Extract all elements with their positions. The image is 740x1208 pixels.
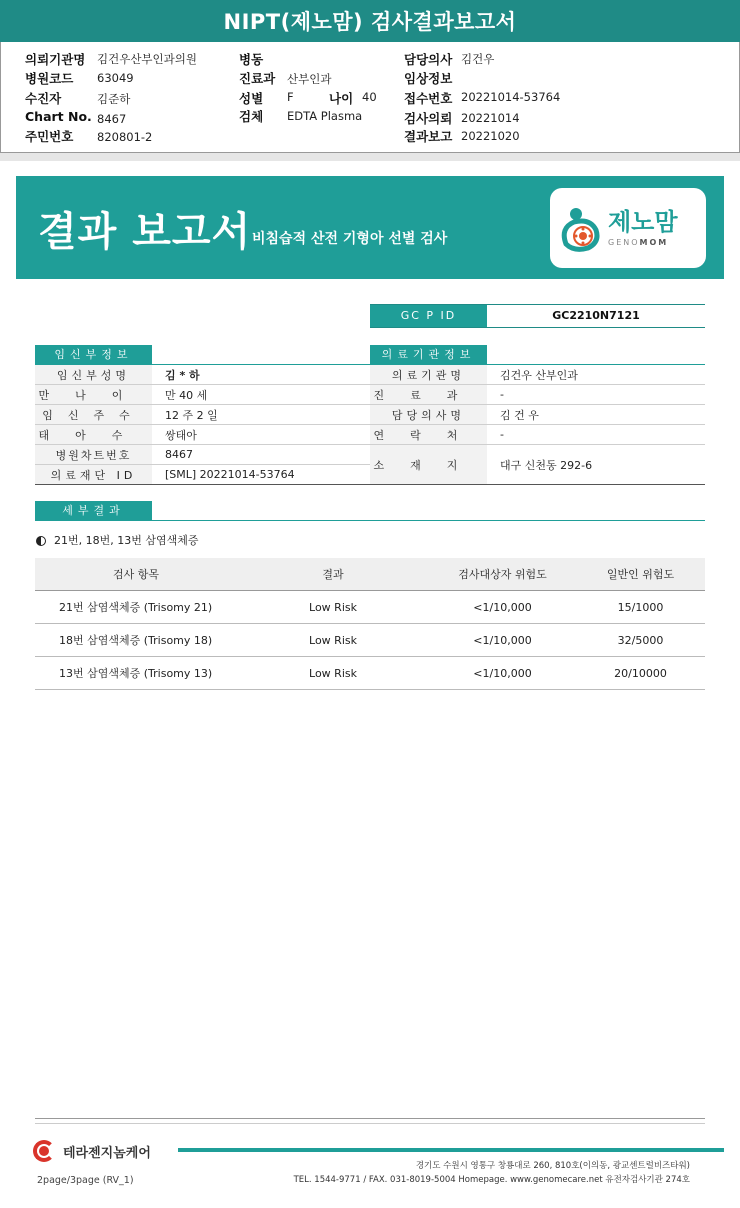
detail-note [36,532,198,548]
institution-info-table [370,365,705,485]
label-department: 진료과 [239,71,276,86]
cell-subject-risk: <1/10,000 [429,624,576,657]
value-result-report: 20221020 [461,129,520,143]
pregnant-info-table [35,365,370,485]
header-general-risk: 일반인 위험도 [576,558,705,591]
table-cell-label: 담당의사명 [370,405,487,425]
table-cell-label: 의료기관명 [370,365,487,385]
table-cell-value: [SML] 20221014-53764 [152,465,370,485]
label-ward: 병동 [239,52,264,67]
report-title: NIPT(제노맘) 검사결과보고서 [223,10,517,34]
value-chart-no: 8467 [97,112,127,126]
label-doctor: 담당의사 [404,52,453,67]
gcp-id-value: GC2210N7121 [552,309,640,322]
table-row [35,591,705,624]
table-row [370,385,705,405]
cell-general-risk: 15/1000 [576,591,705,624]
label-chart-no: Chart No. [25,109,92,124]
table-row [370,365,705,385]
label-age: 나이 [329,91,354,106]
table-cell-label: 태아수 [35,425,152,445]
company-address: 경기도 수원시 영통구 창룡대로 260, 810호(이의동, 광교센트럴비즈타워) [415,1161,690,1171]
table-row [35,445,370,465]
header-result: 결과 [237,558,429,591]
cell-test-item: 21번 삼염색체증 (Trisomy 21) [35,591,237,624]
company-name: 테라젠지놈케어 [63,1146,151,1161]
table-row [370,405,705,425]
value-resident-no: 820801-2 [97,130,153,144]
company-dot-icon [39,1146,49,1156]
table-row [35,405,370,425]
company-contact: TEL. 1544-9771 / FAX. 031-8019-5004 Homepage. www.genomecare.net 유전자검사기관 274호 [293,1175,690,1185]
detail-note-text: 21번, 18번, 13번 삼염색체증 [54,534,199,547]
top-header-bar [0,0,740,42]
cell-test-item: 18번 삼염색체증 (Trisomy 18) [35,624,237,657]
value-institution: 김건우산부인과의원 [97,52,197,66]
table-row [35,657,705,690]
table-cell-value: 쌍태아 [152,425,370,445]
gcp-id-label: GC P ID [370,305,487,327]
table-cell-value: 12 주 2 일 [152,405,370,425]
table-header-row [35,558,705,591]
cell-general-risk: 20/10000 [576,657,705,690]
table-cell-value: - [487,425,705,445]
logo-name: 제노맘 [608,208,678,236]
result-banner [16,176,724,279]
table-cell-value: 대구 신천동 292-6 [487,445,705,485]
label-sex: 성별 [239,91,264,106]
logo-subtitle: GENOMOM [608,238,669,247]
company-logo [33,1140,183,1160]
table-row [370,445,705,485]
banner-subtitle: 비침습적 산전 기형아 선별 검사 [252,231,448,247]
table-cell-label: 연락처 [370,425,487,445]
label-resident-no: 주민번호 [25,129,74,144]
label-test-request: 검사의뢰 [404,111,453,126]
value-hospital-code: 63049 [97,71,134,85]
footer-divider [35,1118,705,1119]
table-cell-value: 김 건 우 [487,405,705,425]
value-receipt-no: 20221014-53764 [461,90,561,104]
value-age: 40 [362,90,377,104]
table-cell-label: 임신부성명 [35,365,152,385]
table-cell-value: 8467 [152,445,370,465]
value-patient: 김준하 [97,92,131,106]
section-detail-header: 세부결과 [35,501,152,520]
gcp-id-row [370,304,705,328]
divider-shadow [0,153,740,161]
genomom-mark-icon [560,204,604,252]
cell-result: Low Risk [237,657,429,690]
label-result-report: 결과보고 [404,129,453,144]
section-detail-line [35,520,705,521]
section-pregnant-info-header: 임신부정보 [35,345,152,364]
table-cell-label: 만나이 [35,385,152,405]
banner-title: 결과 보고서 [38,209,252,255]
table-cell-value: 만 40 세 [152,385,370,405]
table-cell-value: 김 * 하 [152,365,370,385]
table-row [35,465,370,485]
label-institution: 의뢰기관명 [25,52,86,67]
table-cell-label: 병원차트번호 [35,445,152,465]
table-cell-value: - [487,385,705,405]
table-row [35,365,370,385]
table-cell-value: 김건우 산부인과 [487,365,705,385]
cell-result: Low Risk [237,591,429,624]
value-specimen: EDTA Plasma [287,109,363,123]
results-table [35,558,705,690]
cell-subject-risk: <1/10,000 [429,591,576,624]
table-cell-label: 의료재단 ID [35,465,152,485]
value-sex: F [287,90,294,104]
cell-general-risk: 32/5000 [576,624,705,657]
table-cell-label: 진료과 [370,385,487,405]
value-department: 산부인과 [287,72,332,86]
label-hospital-code: 병원코드 [25,71,74,86]
cell-subject-risk: <1/10,000 [429,657,576,690]
table-cell-label: 임신주수 [35,405,152,425]
table-row [35,624,705,657]
header-test-item: 검사 항목 [35,558,237,591]
table-cell-label: 소재지 [370,445,487,485]
table-row [370,425,705,445]
section-institution-info-header: 의료기관정보 [370,345,487,364]
table-row [35,425,370,445]
table-row [35,385,370,405]
cell-test-item: 13번 삼염색체증 (Trisomy 13) [35,657,237,690]
page-number: 2page/3page (RV_1) [37,1175,134,1186]
label-clinical-info: 임상정보 [404,71,453,86]
label-receipt-no: 접수번호 [404,91,453,106]
footer-divider-secondary [35,1123,705,1124]
patient-info-box [0,42,740,153]
label-specimen: 검체 [239,109,264,124]
genomom-logo [550,188,706,268]
cell-result: Low Risk [237,624,429,657]
footer-accent-bar [178,1148,724,1152]
label-patient: 수진자 [25,91,62,106]
header-subject-risk: 검사대상자 위험도 [429,558,576,591]
half-circle-icon [36,536,46,546]
value-doctor: 김건우 [461,52,495,66]
value-test-request: 20221014 [461,111,520,125]
